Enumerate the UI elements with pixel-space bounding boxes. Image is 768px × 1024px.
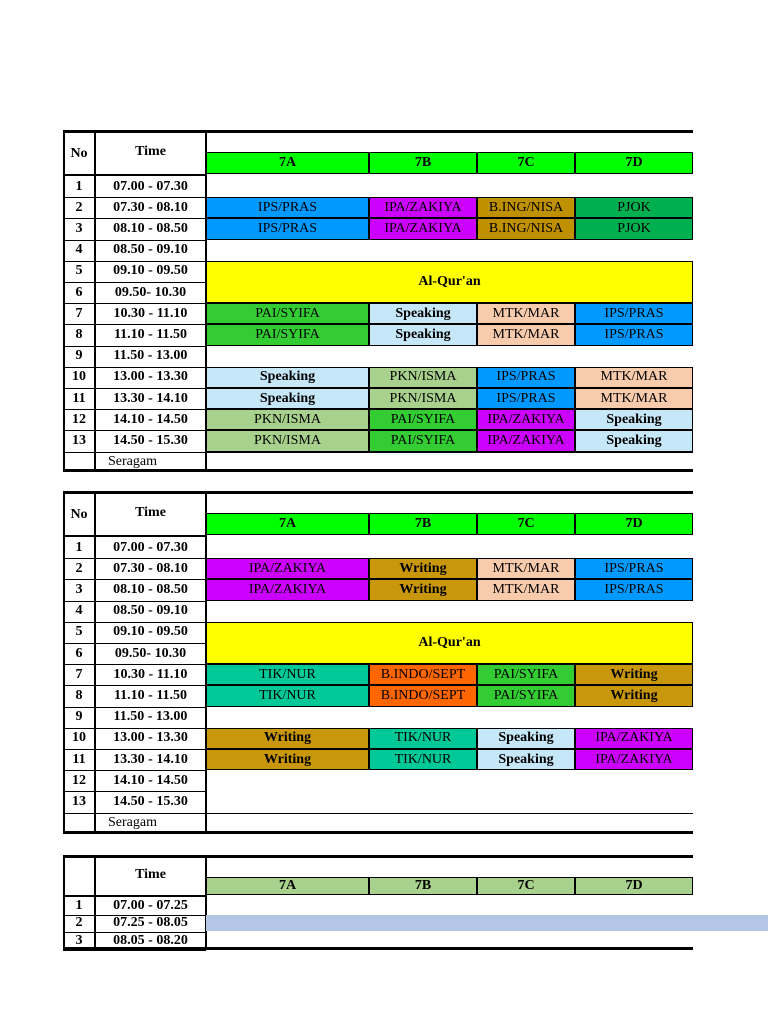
row-number: 2 — [75, 560, 83, 576]
row-time: 08.50 - 09.10 — [113, 242, 188, 258]
subject-cell: IPA/ZAKIYA — [206, 558, 369, 579]
subject-cell: MTK/MAR — [477, 558, 575, 579]
row-number: 6 — [75, 645, 83, 661]
row-divider — [63, 950, 206, 951]
row-number: 2 — [75, 915, 83, 931]
row-number: 5 — [75, 624, 83, 640]
subject-cell: PJOK — [575, 218, 693, 239]
subject-cell: Speaking — [369, 303, 477, 324]
subject-cell: IPA/ZAKIYA — [477, 409, 575, 430]
subject-cell: MTK/MAR — [477, 303, 575, 324]
subject-cell: TIK/NUR — [206, 664, 369, 685]
subject-cell: IPA/ZAKIYA — [369, 218, 477, 239]
subject-cell: Speaking — [477, 728, 575, 749]
header-no: No — [70, 145, 88, 161]
row-time: 14.50 - 15.30 — [113, 432, 188, 448]
schedule-table-3 — [63, 855, 693, 950]
class-header-7b: 7B — [369, 513, 477, 535]
subject-cell: Writing — [369, 579, 477, 600]
subject-cell: PAI/SYIFA — [369, 409, 477, 430]
class-header-7a: 7A — [206, 152, 369, 174]
class-header-7b: 7B — [369, 152, 477, 174]
row-time: 08.10 - 08.50 — [113, 220, 188, 236]
seragam-label: Seragam — [108, 454, 157, 470]
header-no — [63, 858, 95, 895]
schedule-table-2 — [63, 491, 693, 834]
subject-cell: IPS/PRAS — [477, 367, 575, 388]
row-time: 09.50- 10.30 — [114, 645, 187, 661]
subject-cell: PKN/ISMA — [369, 388, 477, 409]
class-header-7d: 7D — [575, 877, 693, 895]
row-time: 09.50- 10.30 — [114, 284, 187, 300]
subject-cell: B.ING/NISA — [477, 197, 575, 218]
highlight-strip — [206, 915, 768, 932]
subject-cell: TIK/NUR — [206, 685, 369, 706]
subject-cell: IPS/PRAS — [575, 558, 693, 579]
row-time: 07.00 - 07.25 — [113, 897, 188, 913]
row-time: 11.10 - 11.50 — [113, 687, 188, 703]
row-number: 13 — [72, 432, 86, 448]
row-time: 11.50 - 13.00 — [113, 348, 188, 364]
alquran-block: Al-Qur'an — [206, 261, 693, 303]
subject-cell: TIK/NUR — [369, 728, 477, 749]
class-header-7b: 7B — [369, 877, 477, 895]
subject-cell: IPA/ZAKIYA — [369, 197, 477, 218]
footer-divider — [206, 813, 693, 814]
row-time: 13.00 - 13.30 — [113, 369, 188, 385]
class-header-7c: 7C — [477, 877, 575, 895]
row-time: 07.30 - 08.10 — [113, 199, 188, 215]
row-number: 4 — [75, 242, 83, 258]
subject-cell: IPS/PRAS — [575, 579, 693, 600]
row-number: 7 — [75, 305, 83, 321]
row-time: 11.10 - 11.50 — [113, 326, 188, 342]
footer-divider — [206, 452, 693, 453]
subject-cell: Writing — [369, 558, 477, 579]
subject-cell: PJOK — [575, 197, 693, 218]
row-number: 11 — [72, 390, 86, 406]
row-time: 10.30 - 11.10 — [113, 305, 188, 321]
row-time: 09.10 - 09.50 — [113, 263, 188, 279]
row-number: 8 — [75, 687, 83, 703]
row-time: 14.10 - 14.50 — [113, 772, 188, 788]
row-time: 08.05 - 08.20 — [113, 932, 188, 948]
row-time: 14.10 - 14.50 — [113, 411, 188, 427]
row-number: 7 — [75, 666, 83, 682]
subject-cell: B.INDO/SEPT — [369, 664, 477, 685]
row-time: 07.00 - 07.30 — [113, 539, 188, 555]
subject-cell: IPS/PRAS — [477, 388, 575, 409]
subject-cell: IPS/PRAS — [575, 303, 693, 324]
row-number: 5 — [75, 263, 83, 279]
row-time: 13.00 - 13.30 — [113, 730, 188, 746]
subject-cell: Writing — [206, 728, 369, 749]
row-time: 07.30 - 08.10 — [113, 560, 188, 576]
class-header-7d: 7D — [575, 513, 693, 535]
subject-cell: MTK/MAR — [575, 388, 693, 409]
row-time: 07.00 - 07.30 — [113, 178, 188, 194]
class-header-7a: 7A — [206, 513, 369, 535]
row-time: 08.50 - 09.10 — [113, 603, 188, 619]
subject-cell: IPS/PRAS — [206, 218, 369, 239]
subject-cell: IPS/PRAS — [575, 324, 693, 345]
seragam-label: Seragam — [108, 815, 157, 831]
header-time: Time — [135, 867, 166, 882]
subject-cell: Speaking — [369, 324, 477, 345]
row-number: 12 — [72, 411, 86, 427]
row-number: 3 — [75, 220, 83, 236]
subject-cell: IPS/PRAS — [206, 197, 369, 218]
class-header-7c: 7C — [477, 513, 575, 535]
row-number: 13 — [72, 793, 86, 809]
row-number: 6 — [75, 284, 83, 300]
subject-cell: B.INDO/SEPT — [369, 685, 477, 706]
subject-cell: Speaking — [477, 749, 575, 770]
subject-cell: PAI/SYIFA — [206, 324, 369, 345]
subject-cell: IPA/ZAKIYA — [206, 579, 369, 600]
row-number: 3 — [75, 581, 83, 597]
subject-cell: B.ING/NISA — [477, 218, 575, 239]
row-number: 9 — [75, 709, 83, 725]
row-number: 11 — [72, 751, 86, 767]
header-time: Time — [135, 505, 166, 520]
header-no: No — [70, 506, 88, 522]
row-number: 10 — [72, 730, 86, 746]
subject-cell: Speaking — [206, 367, 369, 388]
alquran-block: Al-Qur'an — [206, 622, 693, 664]
row-time: 10.30 - 11.10 — [113, 666, 188, 682]
subject-cell: Writing — [575, 664, 693, 685]
row-number: 2 — [75, 199, 83, 215]
row-number: 9 — [75, 348, 83, 364]
subject-cell: IPA/ZAKIYA — [575, 728, 693, 749]
row-time: 09.10 - 09.50 — [113, 624, 188, 640]
subject-cell: PAI/SYIFA — [477, 685, 575, 706]
subject-cell: IPA/ZAKIYA — [575, 749, 693, 770]
subject-cell: Writing — [575, 685, 693, 706]
subject-cell: MTK/MAR — [477, 579, 575, 600]
subject-cell: IPA/ZAKIYA — [477, 430, 575, 451]
row-number: 12 — [72, 772, 86, 788]
subject-cell: Writing — [206, 749, 369, 770]
row-number: 8 — [75, 326, 83, 342]
subject-cell: MTK/MAR — [575, 367, 693, 388]
subject-cell: PKN/ISMA — [206, 430, 369, 451]
row-number: 1 — [75, 539, 83, 555]
header-time: Time — [135, 144, 166, 159]
subject-cell: PAI/SYIFA — [477, 664, 575, 685]
row-time: 07.25 - 08.05 — [113, 915, 188, 931]
schedule-table-1 — [63, 130, 693, 472]
subject-cell: Speaking — [206, 388, 369, 409]
subject-cell: PAI/SYIFA — [369, 430, 477, 451]
class-header-7a: 7A — [206, 877, 369, 895]
row-time: 08.10 - 08.50 — [113, 581, 188, 597]
row-time: 14.50 - 15.30 — [113, 793, 188, 809]
row-number: 1 — [75, 897, 83, 913]
row-number: 3 — [75, 932, 83, 948]
subject-cell: Speaking — [575, 409, 693, 430]
row-number: 1 — [75, 178, 83, 194]
row-time: 13.30 - 14.10 — [113, 390, 188, 406]
class-header-7d: 7D — [575, 152, 693, 174]
row-time: 13.30 - 14.10 — [113, 751, 188, 767]
row-number: 10 — [72, 369, 86, 385]
class-header-7c: 7C — [477, 152, 575, 174]
subject-cell: TIK/NUR — [369, 749, 477, 770]
row-number: 4 — [75, 603, 83, 619]
subject-cell: Speaking — [575, 430, 693, 451]
row-time: 11.50 - 13.00 — [113, 709, 188, 725]
subject-cell: PKN/ISMA — [369, 367, 477, 388]
subject-cell: MTK/MAR — [477, 324, 575, 345]
subject-cell: PAI/SYIFA — [206, 303, 369, 324]
subject-cell: PKN/ISMA — [206, 409, 369, 430]
